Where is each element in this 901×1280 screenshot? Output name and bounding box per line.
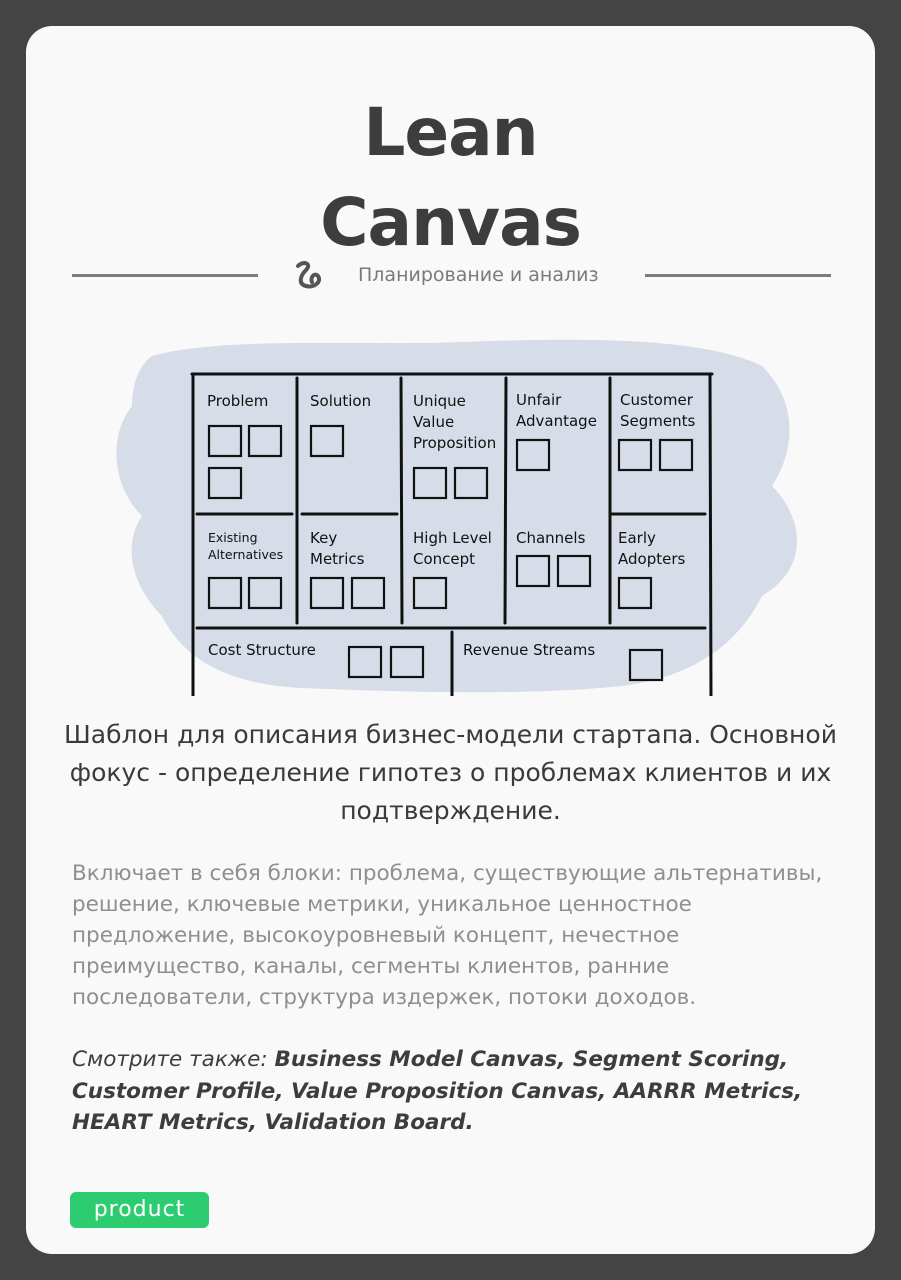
- description-text: Включает в себя блоки: проблема, существующие альтернативы, решение, ключевые метрики, уникальное ценностное предложение, высокоуровневый концепт, нечестное преимущество, каналы, сегменты клиентов, ранние последователи, структура издержек, потоки доходов.: [72, 861, 823, 1010]
- cell-segments-2: Segments: [620, 412, 696, 430]
- cell-channels: Channels: [516, 529, 586, 547]
- cell-cost: Cost Structure: [208, 641, 316, 659]
- category-label: Планирование и анализ: [358, 264, 599, 286]
- cell-alternatives-1: Existing: [208, 530, 258, 545]
- squiggle-icon: [290, 258, 328, 294]
- cell-problem: Problem: [207, 392, 269, 410]
- divider-right: [645, 274, 831, 277]
- page-title: [26, 88, 875, 268]
- see-also: [72, 1044, 842, 1139]
- lean-canvas-illustration: [102, 316, 814, 696]
- cell-uvp-3: Proposition: [413, 434, 497, 452]
- cell-uvp-1: Unique: [413, 392, 466, 410]
- cell-metrics-1: Key: [310, 529, 338, 547]
- see-also-prefix: Смотрите также:: [72, 1047, 275, 1072]
- tag-badge[interactable]: product: [70, 1192, 209, 1228]
- cell-alternatives-2: Alternatives: [208, 547, 284, 562]
- divider-left: [72, 274, 258, 277]
- cell-concept-1: High Level: [413, 529, 492, 547]
- lead-text: Шаблон для описания бизнес-модели стартапа. Основной фокус - определение гипотез о проблемах клиентов и их подтверждение.: [64, 720, 837, 825]
- see-also-links[interactable]: Business Model Canvas, Segment Scoring, Customer Profile, Value Proposition Canvas, AARRR Metrics, HEART Metrics, Validation Board.: [72, 1047, 803, 1135]
- title-line-2: Canvas: [320, 184, 581, 261]
- title-line-1: Lean: [363, 94, 538, 171]
- cell-uvp-2: Value: [413, 413, 455, 431]
- cell-adopters-1: Early: [618, 529, 656, 547]
- cell-segments-1: Customer: [620, 391, 693, 409]
- cell-concept-2: Concept: [413, 550, 476, 568]
- cell-metrics-2: Metrics: [310, 550, 365, 568]
- cell-unfair-2: Advantage: [516, 412, 597, 430]
- cell-unfair-1: Unfair: [516, 391, 562, 409]
- cell-revenue: Revenue Streams: [463, 641, 596, 659]
- cell-adopters-2: Adopters: [618, 550, 686, 568]
- card: [26, 26, 875, 1254]
- cell-solution: Solution: [310, 392, 372, 410]
